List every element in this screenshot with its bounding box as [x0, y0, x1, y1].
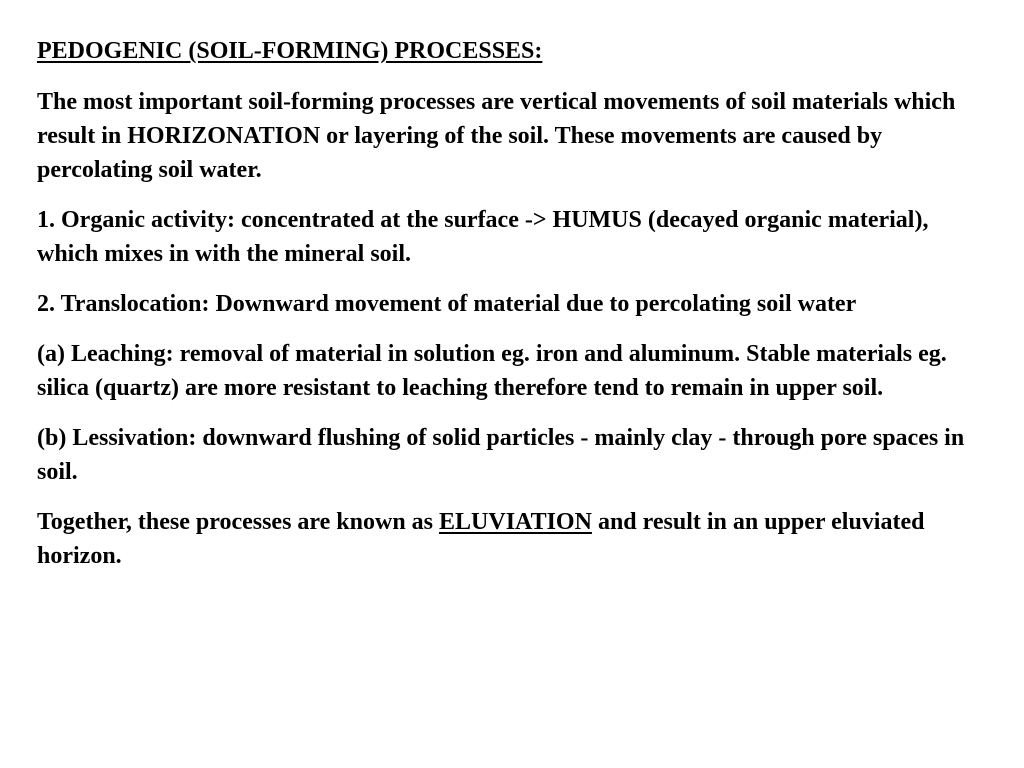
- point-lessivation: (b) Lessivation: downward flushing of solid particles - mainly clay - through pore spaces in soil.: [37, 425, 965, 485]
- point-organic-activity: 1. Organic activity: concentrated at the surface -> HUMUS (decayed organic material), which mixes in with the mineral soil.: [37, 207, 929, 267]
- slide-content: [37, 34, 987, 589]
- point-leaching: (a) Leaching: removal of material in solution eg. iron and aluminum. Stable materials eg. silica (quartz) are more resistant to leaching therefore tend to remain in upper soil.: [37, 341, 947, 401]
- conclusion-text-before: Together, these processes are known as: [37, 509, 440, 535]
- conclusion-text-after: and result in an upper eluviated horizon.: [37, 509, 925, 569]
- eluviation-term: ELUVIATION: [439, 509, 592, 535]
- slide-title: PEDOGENIC (SOIL-FORMING) PROCESSES:: [37, 38, 543, 64]
- point-translocation: 2. Translocation: Downward movement of material due to percolating soil water: [37, 291, 857, 317]
- conclusion-paragraph: [37, 505, 987, 573]
- intro-paragraph: The most important soil-forming processes are vertical movements of soil materials which result in HORIZONATION or layering of the soil. These movements are caused by percolating soil water.: [37, 89, 956, 183]
